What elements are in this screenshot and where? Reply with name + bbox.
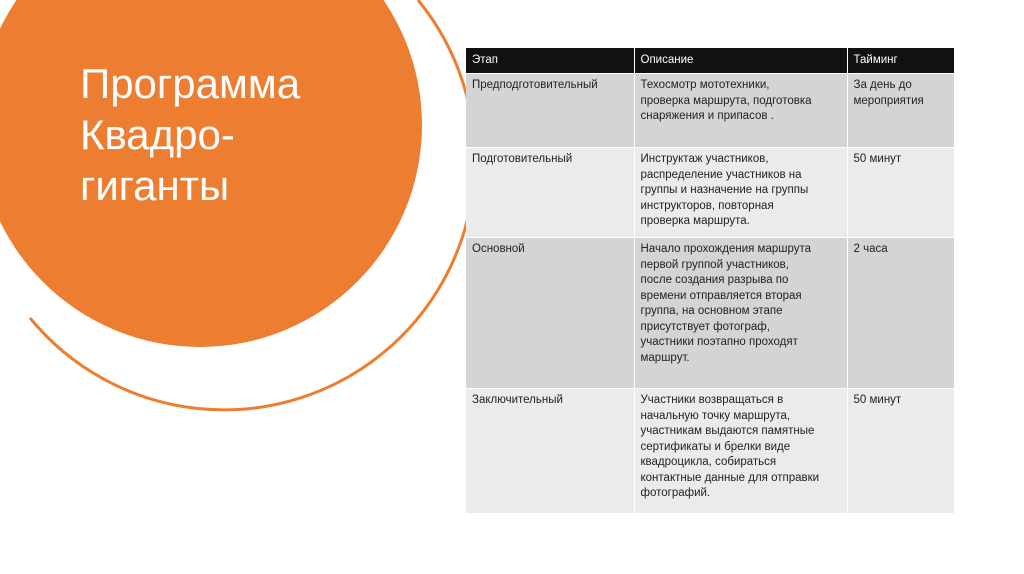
stage-text: Основной	[472, 243, 525, 255]
header-description: Описание	[634, 48, 847, 74]
title-line-1: Программа	[80, 60, 301, 107]
header-timing: Тайминг	[847, 48, 954, 74]
stage-cell	[466, 238, 634, 389]
title-line-2: Квадро-	[80, 111, 235, 158]
timing-text: 2 часа	[853, 243, 888, 255]
timing-text: 50 минут	[853, 153, 902, 165]
table-header-row	[466, 48, 954, 74]
description-cell	[634, 238, 847, 389]
stage-cell	[466, 389, 634, 514]
timing-text: 50 минут	[853, 394, 902, 406]
stage-cell	[466, 74, 634, 148]
timing-cell	[847, 238, 954, 389]
table-row	[466, 238, 954, 389]
table-row	[466, 389, 954, 514]
description-text: Начало прохождения маршрута первой группой участников, после создания разрыва по времени отправляется вторая группа, на основном этапе присутствует фотограф, участники поэтапно проходят маршрут.	[640, 243, 812, 364]
timing-cell	[847, 389, 954, 514]
timing-cell	[847, 74, 954, 148]
timing-cell	[847, 148, 954, 238]
timing-text: За день до мероприятия	[853, 79, 924, 107]
table-row	[466, 148, 954, 238]
description-text: Участники возвращаться в начальную точку маршрута, участникам выдаются памятные сертификаты и брелки виде квадроцикла, собираться контактные данные для отправки фотографий.	[640, 394, 820, 499]
description-cell	[634, 148, 847, 238]
stage-text: Заключительный	[472, 394, 563, 406]
stage-text: Предподготовительный	[472, 79, 598, 91]
description-text: Инструктаж участников, распределение участников на группы и назначение на группы инструкторов, повторная проверка маршрута.	[640, 153, 809, 227]
table-row	[466, 74, 954, 148]
stage-text: Подготовительный	[472, 153, 573, 165]
slide-title	[80, 58, 380, 211]
program-table	[466, 48, 954, 513]
title-line-3: гиганты	[80, 162, 230, 209]
description-text: Техосмотр мототехники, проверка маршрута, подготовка снаряжения и припасов .	[640, 79, 812, 122]
description-cell	[634, 389, 847, 514]
description-cell	[634, 74, 847, 148]
header-stage: Этап	[466, 48, 634, 74]
stage-cell	[466, 148, 634, 238]
